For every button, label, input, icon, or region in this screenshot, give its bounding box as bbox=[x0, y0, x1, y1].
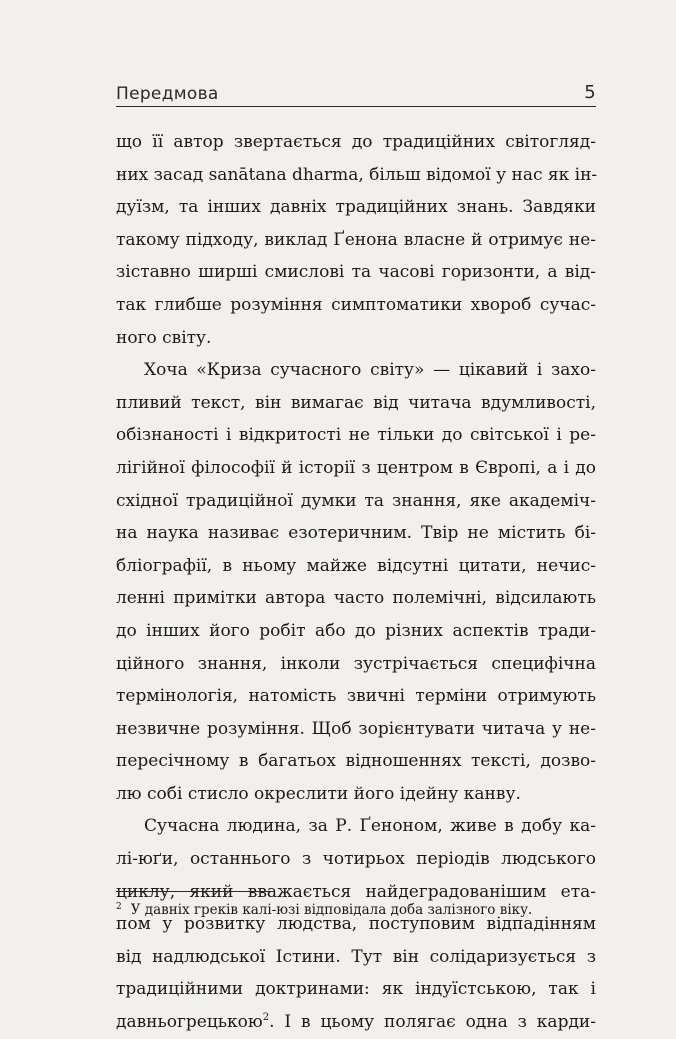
text-line: такому підходу, виклад Ґенона власне й отримує не- bbox=[116, 229, 596, 250]
text-fragment: давньогрецькою bbox=[116, 1012, 263, 1033]
text-line: традиційними доктринами: як індуїстською, так і bbox=[116, 979, 596, 1000]
text-line: циклу, який вважається найдеградованішим ета- bbox=[116, 881, 596, 902]
footnote-reference: 2 bbox=[262, 1012, 270, 1024]
text-line: що її автор звертається до традиційних світогляд- bbox=[116, 132, 596, 152]
text-line: зіставно ширші смислові та часові горизонти, а від- bbox=[116, 262, 596, 283]
text-line: до інших його робіт або до різних аспектів тради- bbox=[116, 620, 596, 641]
text-line: лі-юґи, останнього з чотирьох періодів людського bbox=[116, 849, 596, 870]
text-line: пом у розвитку людства, поступовим відпадінням bbox=[116, 914, 596, 935]
text-line: ленні примітки автора часто полемічні, відсилають bbox=[116, 588, 596, 609]
text-line: незвичне розуміння. Щоб зорієнтувати читача у не- bbox=[116, 718, 596, 739]
page-number: 5 bbox=[584, 82, 596, 103]
text-line: ного світу. bbox=[116, 327, 212, 348]
text-line: пливий текст, він вимагає від читача вдумливості, bbox=[116, 392, 596, 413]
text-fragment: . І в цьому полягає одна з карди- bbox=[269, 1012, 596, 1033]
running-header bbox=[116, 82, 596, 107]
footnote-mark: 2 bbox=[116, 902, 122, 912]
text-line: лю собі стисло окреслити його ідейну канву. bbox=[116, 783, 521, 804]
footnote bbox=[116, 902, 596, 918]
footnote-text: У давніх греків калі-юзі відповідала доба залізного віку. bbox=[130, 902, 533, 918]
text-line: дуїзм, та інших давніх традиційних знань. Завдяки bbox=[116, 197, 596, 218]
text-line: них засад sanātana dharma, більш відомої у нас як ін- bbox=[116, 164, 598, 185]
text-line: пересічному в багатьох відношеннях тексті, дозво- bbox=[116, 751, 596, 772]
text-line: термінологія, натомість звичні терміни отримують bbox=[116, 686, 596, 707]
text-line bbox=[116, 1006, 596, 1039]
text-line: ційного знання, інколи зустрічається специфічна bbox=[116, 653, 596, 674]
text-line: на наука називає езотеричним. Твір не містить бі- bbox=[116, 523, 596, 544]
text-line: так глибше розуміння симптоматики хвороб сучас- bbox=[116, 294, 596, 315]
text-line: Сучасна людина, за Р. Ґеноном, живе в добу ка- bbox=[144, 816, 596, 837]
text-line: обізнаності і відкритості не тільки до світської і ре- bbox=[116, 425, 596, 446]
text-line: від надлюдської Істини. Тут він солідаризується з bbox=[116, 946, 596, 967]
text-line: Хоча «Криза сучасного світу» — цікавий і захо- bbox=[144, 360, 596, 381]
text-line: бліографії, в ньому майже відсутні цитати, нечис- bbox=[116, 555, 596, 576]
text-line: лігійної філософії й історії з центром в Європі, а і до bbox=[116, 457, 596, 478]
text-line: східної традиційної думки та знання, яке академіч- bbox=[116, 490, 596, 511]
footnote-divider bbox=[116, 891, 271, 892]
running-header-title: Передмова bbox=[116, 84, 219, 104]
